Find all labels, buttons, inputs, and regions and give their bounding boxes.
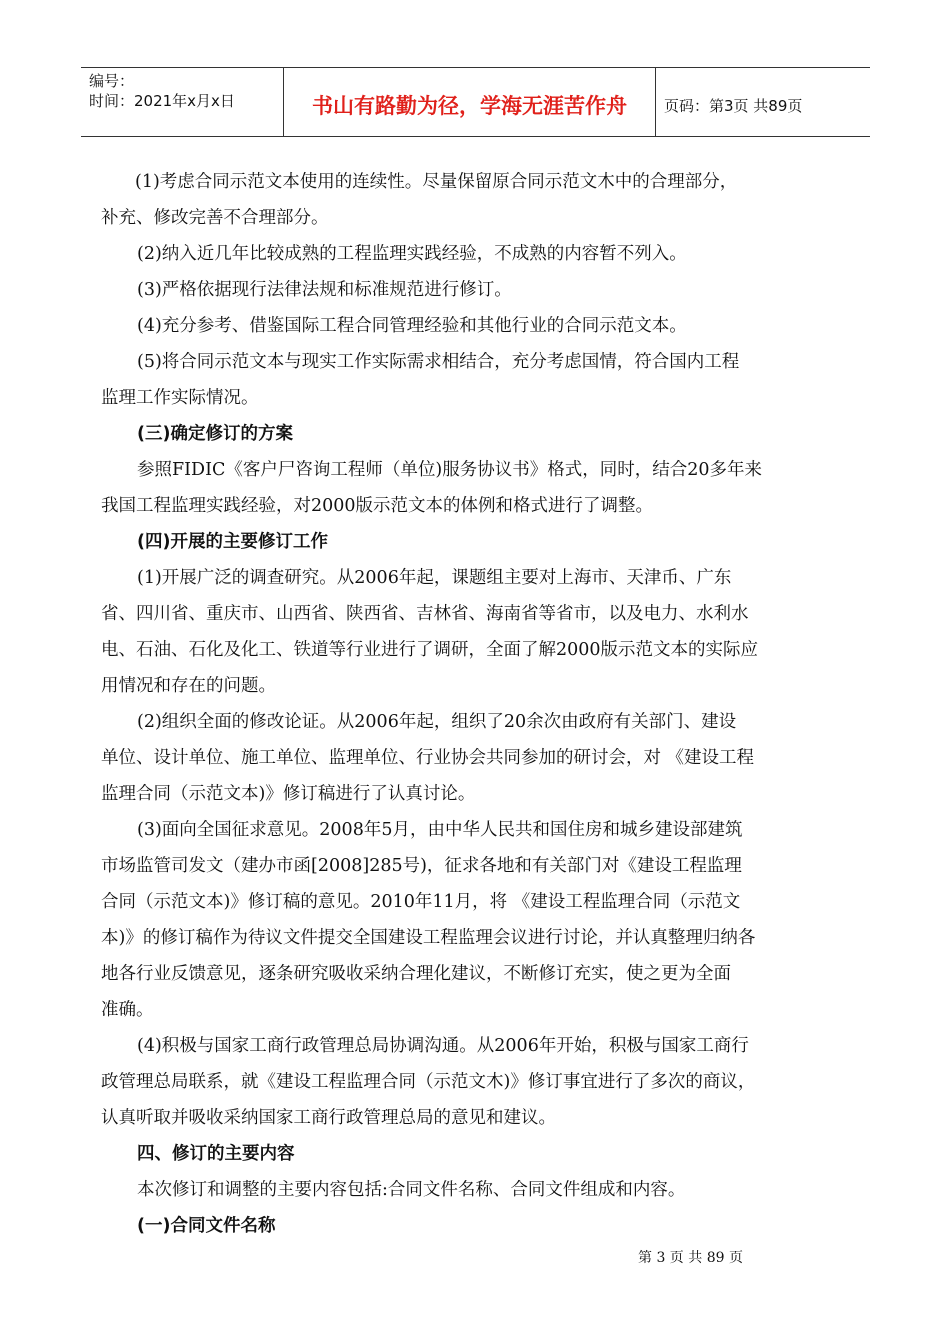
section-heading: (一)合同文件名称 xyxy=(137,1216,276,1236)
document-number-label: 编号： xyxy=(89,72,135,90)
paragraph-line: (1)考虑合同示范文本使用的连续性。尽量保留原合同示范文木中的合理部分， xyxy=(135,172,738,192)
paragraph-line: 本次修订和调整的主要内容包括:合同文件名称、合同文件组成和内容。 xyxy=(137,1180,686,1200)
paragraph-line: 合同（示范文本)》修订稿的意见。2010年11月，将 《建设工程监理合同（示范文 xyxy=(101,892,741,912)
paragraph-line: (3)面向全国征求意见。2008年5月，由中华人民共和国住房和城乡建设部建筑 xyxy=(137,820,743,840)
header-page-info: 页码：第3页 共89页 xyxy=(664,96,803,115)
document-body xyxy=(101,164,831,1244)
paragraph-line: (4)积极与国家工商行政管理总局协调沟通。从2006年开始，积极与国家工商行 xyxy=(137,1036,749,1056)
paragraph-line: (2)组织全面的修改论证。从2006年起，组织了20余次由政府有关部门、建设 xyxy=(137,712,737,732)
paragraph-line: 监理合同（示范文本)》修订稿进行了认真讨论。 xyxy=(101,784,476,804)
paragraph-line: 参照FIDIC《客户尸咨询工程师（单位)服务协议书》格式，同时，结合20多年来 xyxy=(137,460,762,480)
paragraph-line: 单位、设计单位、施工单位、监理单位、行业协会共同参加的研讨会，对 《建设工程 xyxy=(101,748,755,768)
paragraph-line: 用情况和存在的问题。 xyxy=(101,676,276,696)
header-motto: 书山有路勤为径，学海无涯苦作舟 xyxy=(284,68,656,136)
document-time-label: 时间：2021年x月x日 xyxy=(89,92,235,110)
header-meta xyxy=(81,68,284,136)
paragraph-line: 补充、修改完善不合理部分。 xyxy=(101,208,329,228)
paragraph-line: (4)充分参考、借鉴国际工程合同管理经验和其他行业的合同示范文本。 xyxy=(137,316,687,336)
section-heading: (四)开展的主要修订工作 xyxy=(137,532,328,552)
paragraph-line: (5)将合同示范文本与现实工作实际需求相结合，充分考虑国情，符合国内工程 xyxy=(137,352,740,372)
section-heading: 四、修订的主要内容 xyxy=(137,1144,295,1164)
page-header xyxy=(81,67,870,137)
paragraph-line: 准确。 xyxy=(101,1000,154,1020)
paragraph-line: (2)纳入近几年比较成熟的工程监理实践经验，不成熟的内容暂不列入。 xyxy=(137,244,687,264)
section-heading: (三)确定修订的方案 xyxy=(137,424,293,444)
paragraph-line: 政管理总局联系，就《建设工程监理合同（示范文木)》修订事宜进行了多次的商议， xyxy=(101,1072,756,1092)
paragraph-line: 我国工程监理实践经验，对2000版示范文本的体例和格式进行了调整。 xyxy=(101,496,654,516)
paragraph-line: 市场监管司发文（建办市函[2008]285号)，征求各地和有关部门对《建设工程监理 xyxy=(101,856,742,876)
paragraph-line: (3)严格依据现行法律法规和标准规范进行修订。 xyxy=(137,280,512,300)
paragraph-line: 监理工作实际情况。 xyxy=(101,388,259,408)
paragraph-line: 本)》的修订稿作为待议文件提交全国建设工程监理会议进行讨论，并认真整理归纳各 xyxy=(101,928,756,948)
paragraph-line: 认真听取并吸收采纳国家工商行政管理总局的意见和建议。 xyxy=(101,1108,556,1128)
paragraph-line: (1)开展广泛的调查研究。从2006年起，课题组主要对上海市、天津币、广东 xyxy=(137,568,732,588)
paragraph-line: 电、石油、石化及化工、铁道等行业进行了调研，全面了解2000版示范文本的实际应 xyxy=(101,640,759,660)
page-footer: 第 3 页 共 89 页 xyxy=(638,1250,743,1266)
paragraph-line: 地各行业反馈意见，逐条研究吸收采纳合理化建议，不断修订充实，使之更为全面 xyxy=(101,964,731,984)
paragraph-line: 省、四川省、重庆市、山西省、陕西省、吉林省、海南省等省市，以及电力、水利水 xyxy=(101,604,749,624)
